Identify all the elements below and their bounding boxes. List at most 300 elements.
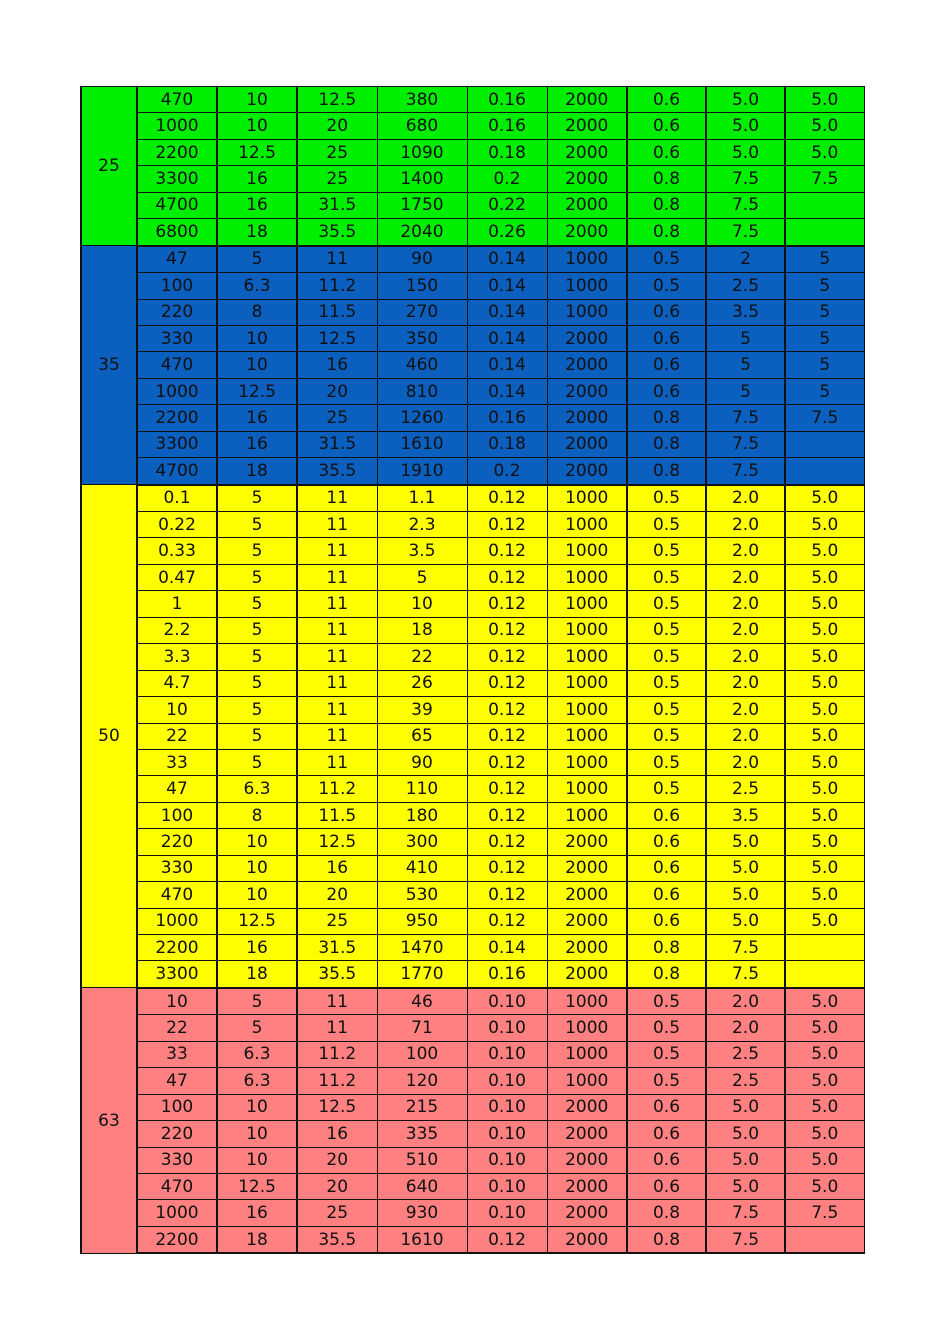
length-cell: 35.5 bbox=[297, 1226, 377, 1253]
endurance-cell: 2000 bbox=[547, 1200, 627, 1226]
table-row bbox=[81, 644, 864, 670]
ripple-current-cell: 90 bbox=[377, 749, 467, 775]
lead-diameter-cell: 0.5 bbox=[627, 1041, 706, 1067]
capacitance-cell: 2200 bbox=[137, 139, 217, 165]
table-row bbox=[81, 564, 864, 590]
lead-diameter-cell: 0.8 bbox=[627, 166, 706, 192]
endurance-cell: 1000 bbox=[547, 299, 627, 325]
length-cell: 11 bbox=[297, 988, 377, 1015]
capacitance-cell: 0.1 bbox=[137, 485, 217, 512]
capacitance-cell: 470 bbox=[137, 87, 217, 113]
length-cell: 12.5 bbox=[297, 829, 377, 855]
table-row bbox=[81, 591, 864, 617]
lead-spacing-alt-cell: 5 bbox=[785, 246, 864, 273]
lead-spacing-cell: 7.5 bbox=[706, 1200, 785, 1226]
ripple-current-cell: 1910 bbox=[377, 458, 467, 485]
endurance-cell: 1000 bbox=[547, 273, 627, 299]
tan-delta-cell: 0.12 bbox=[467, 670, 547, 696]
capacitance-cell: 1000 bbox=[137, 113, 217, 139]
diameter-cell: 6.3 bbox=[217, 273, 297, 299]
capacitance-cell: 2200 bbox=[137, 935, 217, 961]
length-cell: 11.2 bbox=[297, 1068, 377, 1094]
length-cell: 35.5 bbox=[297, 219, 377, 246]
lead-spacing-cell: 2.5 bbox=[706, 273, 785, 299]
capacitance-cell: 100 bbox=[137, 802, 217, 828]
lead-spacing-alt-cell bbox=[785, 935, 864, 961]
length-cell: 20 bbox=[297, 1147, 377, 1173]
diameter-cell: 5 bbox=[217, 591, 297, 617]
endurance-cell: 2000 bbox=[547, 352, 627, 378]
table-row bbox=[81, 405, 864, 431]
ripple-current-cell: 950 bbox=[377, 908, 467, 934]
length-cell: 25 bbox=[297, 405, 377, 431]
diameter-cell: 5 bbox=[217, 697, 297, 723]
ripple-current-cell: 335 bbox=[377, 1121, 467, 1147]
ripple-current-cell: 22 bbox=[377, 644, 467, 670]
endurance-cell: 2000 bbox=[547, 882, 627, 908]
table-row bbox=[81, 485, 864, 512]
length-cell: 16 bbox=[297, 352, 377, 378]
diameter-cell: 10 bbox=[217, 1121, 297, 1147]
lead-spacing-cell: 5.0 bbox=[706, 139, 785, 165]
capacitance-cell: 470 bbox=[137, 1173, 217, 1199]
lead-spacing-cell: 2.0 bbox=[706, 538, 785, 564]
length-cell: 16 bbox=[297, 855, 377, 881]
lead-spacing-alt-cell: 5.0 bbox=[785, 1068, 864, 1094]
endurance-cell: 1000 bbox=[547, 246, 627, 273]
diameter-cell: 10 bbox=[217, 325, 297, 351]
diameter-cell: 18 bbox=[217, 219, 297, 246]
ripple-current-cell: 3.5 bbox=[377, 538, 467, 564]
capacitance-cell: 330 bbox=[137, 1147, 217, 1173]
lead-spacing-alt-cell: 5.0 bbox=[785, 802, 864, 828]
length-cell: 20 bbox=[297, 1173, 377, 1199]
capacitance-cell: 330 bbox=[137, 855, 217, 881]
capacitance-cell: 10 bbox=[137, 697, 217, 723]
capacitance-cell: 0.22 bbox=[137, 512, 217, 538]
endurance-cell: 2000 bbox=[547, 405, 627, 431]
length-cell: 11.2 bbox=[297, 273, 377, 299]
diameter-cell: 10 bbox=[217, 1094, 297, 1120]
diameter-cell: 16 bbox=[217, 192, 297, 218]
lead-diameter-cell: 0.6 bbox=[627, 1147, 706, 1173]
lead-spacing-cell: 7.5 bbox=[706, 192, 785, 218]
capacitance-cell: 0.33 bbox=[137, 538, 217, 564]
capacitance-cell: 2200 bbox=[137, 405, 217, 431]
length-cell: 12.5 bbox=[297, 1094, 377, 1120]
capacitance-cell: 100 bbox=[137, 273, 217, 299]
capacitance-cell: 100 bbox=[137, 1094, 217, 1120]
lead-diameter-cell: 0.6 bbox=[627, 299, 706, 325]
lead-spacing-alt-cell: 5.0 bbox=[785, 1173, 864, 1199]
tan-delta-cell: 0.18 bbox=[467, 431, 547, 457]
lead-diameter-cell: 0.5 bbox=[627, 617, 706, 643]
tan-delta-cell: 0.14 bbox=[467, 378, 547, 404]
tan-delta-cell: 0.12 bbox=[467, 855, 547, 881]
ripple-current-cell: 150 bbox=[377, 273, 467, 299]
capacitance-cell: 0.47 bbox=[137, 564, 217, 590]
table-row bbox=[81, 458, 864, 485]
lead-diameter-cell: 0.6 bbox=[627, 325, 706, 351]
table-row bbox=[81, 378, 864, 404]
tan-delta-cell: 0.10 bbox=[467, 1015, 547, 1041]
table-row bbox=[81, 219, 864, 246]
lead-diameter-cell: 0.5 bbox=[627, 273, 706, 299]
diameter-cell: 5 bbox=[217, 670, 297, 696]
capacitance-cell: 220 bbox=[137, 299, 217, 325]
table-row bbox=[81, 1121, 864, 1147]
diameter-cell: 18 bbox=[217, 458, 297, 485]
lead-spacing-alt-cell: 5.0 bbox=[785, 1015, 864, 1041]
diameter-cell: 16 bbox=[217, 431, 297, 457]
table-row bbox=[81, 1226, 864, 1253]
lead-spacing-alt-cell: 5.0 bbox=[785, 512, 864, 538]
diameter-cell: 12.5 bbox=[217, 1173, 297, 1199]
lead-spacing-cell: 5 bbox=[706, 325, 785, 351]
lead-diameter-cell: 0.5 bbox=[627, 1068, 706, 1094]
capacitance-cell: 22 bbox=[137, 723, 217, 749]
tan-delta-cell: 0.16 bbox=[467, 405, 547, 431]
endurance-cell: 2000 bbox=[547, 1147, 627, 1173]
table-row bbox=[81, 1147, 864, 1173]
table-row bbox=[81, 749, 864, 775]
lead-spacing-alt-cell: 5.0 bbox=[785, 1147, 864, 1173]
ripple-current-cell: 930 bbox=[377, 1200, 467, 1226]
endurance-cell: 2000 bbox=[547, 87, 627, 113]
tan-delta-cell: 0.16 bbox=[467, 961, 547, 988]
tan-delta-cell: 0.12 bbox=[467, 697, 547, 723]
lead-spacing-cell: 2.0 bbox=[706, 617, 785, 643]
ripple-current-cell: 810 bbox=[377, 378, 467, 404]
capacitance-cell: 4700 bbox=[137, 192, 217, 218]
lead-spacing-alt-cell: 5 bbox=[785, 273, 864, 299]
capacitance-cell: 1 bbox=[137, 591, 217, 617]
diameter-cell: 18 bbox=[217, 1226, 297, 1253]
diameter-cell: 10 bbox=[217, 829, 297, 855]
length-cell: 11 bbox=[297, 591, 377, 617]
diameter-cell: 5 bbox=[217, 1015, 297, 1041]
table-row bbox=[81, 617, 864, 643]
lead-diameter-cell: 0.6 bbox=[627, 139, 706, 165]
ripple-current-cell: 1090 bbox=[377, 139, 467, 165]
tan-delta-cell: 0.14 bbox=[467, 273, 547, 299]
ripple-current-cell: 2040 bbox=[377, 219, 467, 246]
tan-delta-cell: 0.22 bbox=[467, 192, 547, 218]
capacitance-cell: 220 bbox=[137, 1121, 217, 1147]
tan-delta-cell: 0.26 bbox=[467, 219, 547, 246]
capacitance-cell: 33 bbox=[137, 749, 217, 775]
endurance-cell: 2000 bbox=[547, 935, 627, 961]
lead-diameter-cell: 0.6 bbox=[627, 882, 706, 908]
ripple-current-cell: 460 bbox=[377, 352, 467, 378]
diameter-cell: 5 bbox=[217, 617, 297, 643]
diameter-cell: 5 bbox=[217, 485, 297, 512]
table-row bbox=[81, 670, 864, 696]
table-row bbox=[81, 299, 864, 325]
endurance-cell: 1000 bbox=[547, 617, 627, 643]
lead-spacing-cell: 5.0 bbox=[706, 1121, 785, 1147]
table-row bbox=[81, 1041, 864, 1067]
endurance-cell: 2000 bbox=[547, 1226, 627, 1253]
capacitance-cell: 1000 bbox=[137, 378, 217, 404]
ripple-current-cell: 510 bbox=[377, 1147, 467, 1173]
diameter-cell: 8 bbox=[217, 802, 297, 828]
length-cell: 31.5 bbox=[297, 192, 377, 218]
length-cell: 11.2 bbox=[297, 1041, 377, 1067]
lead-spacing-alt-cell: 7.5 bbox=[785, 405, 864, 431]
length-cell: 11 bbox=[297, 670, 377, 696]
endurance-cell: 2000 bbox=[547, 1094, 627, 1120]
lead-spacing-alt-cell: 5.0 bbox=[785, 87, 864, 113]
endurance-cell: 2000 bbox=[547, 855, 627, 881]
lead-diameter-cell: 0.5 bbox=[627, 485, 706, 512]
endurance-cell: 1000 bbox=[547, 1068, 627, 1094]
diameter-cell: 10 bbox=[217, 113, 297, 139]
diameter-cell: 16 bbox=[217, 1200, 297, 1226]
lead-spacing-cell: 2.0 bbox=[706, 670, 785, 696]
voltage-group-cell: 35 bbox=[81, 246, 137, 485]
diameter-cell: 12.5 bbox=[217, 908, 297, 934]
endurance-cell: 2000 bbox=[547, 829, 627, 855]
ripple-current-cell: 380 bbox=[377, 87, 467, 113]
diameter-cell: 16 bbox=[217, 166, 297, 192]
endurance-cell: 1000 bbox=[547, 802, 627, 828]
tan-delta-cell: 0.12 bbox=[467, 644, 547, 670]
lead-spacing-alt-cell: 5.0 bbox=[785, 749, 864, 775]
lead-diameter-cell: 0.5 bbox=[627, 564, 706, 590]
tan-delta-cell: 0.14 bbox=[467, 352, 547, 378]
lead-spacing-alt-cell: 5 bbox=[785, 299, 864, 325]
length-cell: 25 bbox=[297, 166, 377, 192]
capacitance-cell: 47 bbox=[137, 776, 217, 802]
tan-delta-cell: 0.10 bbox=[467, 1121, 547, 1147]
diameter-cell: 5 bbox=[217, 564, 297, 590]
tan-delta-cell: 0.12 bbox=[467, 485, 547, 512]
diameter-cell: 10 bbox=[217, 1147, 297, 1173]
capacitance-cell: 6800 bbox=[137, 219, 217, 246]
ripple-current-cell: 1260 bbox=[377, 405, 467, 431]
lead-spacing-cell: 5.0 bbox=[706, 882, 785, 908]
endurance-cell: 2000 bbox=[547, 908, 627, 934]
ripple-current-cell: 530 bbox=[377, 882, 467, 908]
length-cell: 11 bbox=[297, 617, 377, 643]
endurance-cell: 2000 bbox=[547, 1121, 627, 1147]
lead-spacing-cell: 3.5 bbox=[706, 299, 785, 325]
table-row bbox=[81, 1094, 864, 1120]
diameter-cell: 10 bbox=[217, 87, 297, 113]
lead-spacing-alt-cell: 5.0 bbox=[785, 855, 864, 881]
capacitance-cell: 220 bbox=[137, 829, 217, 855]
ripple-current-cell: 1400 bbox=[377, 166, 467, 192]
lead-spacing-cell: 2.0 bbox=[706, 723, 785, 749]
table-row bbox=[81, 697, 864, 723]
lead-spacing-alt-cell: 7.5 bbox=[785, 166, 864, 192]
tan-delta-cell: 0.2 bbox=[467, 458, 547, 485]
capacitance-cell: 1000 bbox=[137, 908, 217, 934]
lead-diameter-cell: 0.5 bbox=[627, 538, 706, 564]
length-cell: 11 bbox=[297, 246, 377, 273]
table-row bbox=[81, 113, 864, 139]
capacitance-cell: 2.2 bbox=[137, 617, 217, 643]
length-cell: 31.5 bbox=[297, 431, 377, 457]
lead-spacing-cell: 5 bbox=[706, 352, 785, 378]
ripple-current-cell: 18 bbox=[377, 617, 467, 643]
lead-spacing-alt-cell: 5 bbox=[785, 378, 864, 404]
endurance-cell: 2000 bbox=[547, 961, 627, 988]
lead-spacing-alt-cell bbox=[785, 219, 864, 246]
tan-delta-cell: 0.12 bbox=[467, 512, 547, 538]
diameter-cell: 5 bbox=[217, 512, 297, 538]
lead-spacing-alt-cell: 5.0 bbox=[785, 1041, 864, 1067]
lead-spacing-alt-cell bbox=[785, 431, 864, 457]
lead-spacing-alt-cell: 5.0 bbox=[785, 617, 864, 643]
tan-delta-cell: 0.10 bbox=[467, 1147, 547, 1173]
capacitance-cell: 3.3 bbox=[137, 644, 217, 670]
table-row bbox=[81, 829, 864, 855]
tan-delta-cell: 0.16 bbox=[467, 87, 547, 113]
endurance-cell: 2000 bbox=[547, 458, 627, 485]
lead-spacing-cell: 7.5 bbox=[706, 431, 785, 457]
diameter-cell: 6.3 bbox=[217, 776, 297, 802]
capacitance-cell: 22 bbox=[137, 1015, 217, 1041]
endurance-cell: 1000 bbox=[547, 538, 627, 564]
lead-spacing-alt-cell: 5 bbox=[785, 325, 864, 351]
lead-spacing-alt-cell bbox=[785, 192, 864, 218]
length-cell: 11.2 bbox=[297, 776, 377, 802]
table-row bbox=[81, 431, 864, 457]
table-row bbox=[81, 802, 864, 828]
lead-spacing-alt-cell: 5.0 bbox=[785, 139, 864, 165]
voltage-group-cell: 50 bbox=[81, 485, 137, 988]
endurance-cell: 1000 bbox=[547, 988, 627, 1015]
tan-delta-cell: 0.12 bbox=[467, 617, 547, 643]
lead-spacing-cell: 2.0 bbox=[706, 644, 785, 670]
capacitance-cell: 1000 bbox=[137, 1200, 217, 1226]
tan-delta-cell: 0.12 bbox=[467, 749, 547, 775]
tan-delta-cell: 0.10 bbox=[467, 1094, 547, 1120]
lead-spacing-alt-cell bbox=[785, 961, 864, 988]
lead-spacing-cell: 2.0 bbox=[706, 512, 785, 538]
table-row bbox=[81, 325, 864, 351]
table-row bbox=[81, 723, 864, 749]
lead-diameter-cell: 0.5 bbox=[627, 670, 706, 696]
lead-spacing-alt-cell: 5.0 bbox=[785, 564, 864, 590]
length-cell: 11.5 bbox=[297, 299, 377, 325]
lead-diameter-cell: 0.5 bbox=[627, 988, 706, 1015]
lead-spacing-alt-cell: 5.0 bbox=[785, 829, 864, 855]
lead-diameter-cell: 0.5 bbox=[627, 591, 706, 617]
tan-delta-cell: 0.10 bbox=[467, 1068, 547, 1094]
ripple-current-cell: 39 bbox=[377, 697, 467, 723]
capacitance-cell: 4700 bbox=[137, 458, 217, 485]
diameter-cell: 18 bbox=[217, 961, 297, 988]
tan-delta-cell: 0.12 bbox=[467, 538, 547, 564]
lead-diameter-cell: 0.8 bbox=[627, 405, 706, 431]
table-row bbox=[81, 1015, 864, 1041]
length-cell: 11 bbox=[297, 512, 377, 538]
endurance-cell: 1000 bbox=[547, 670, 627, 696]
table-row bbox=[81, 246, 864, 273]
endurance-cell: 2000 bbox=[547, 113, 627, 139]
capacitance-cell: 470 bbox=[137, 352, 217, 378]
capacitance-cell: 4.7 bbox=[137, 670, 217, 696]
ripple-current-cell: 71 bbox=[377, 1015, 467, 1041]
endurance-cell: 1000 bbox=[547, 776, 627, 802]
endurance-cell: 1000 bbox=[547, 591, 627, 617]
capacitance-cell: 470 bbox=[137, 882, 217, 908]
endurance-cell: 1000 bbox=[547, 564, 627, 590]
lead-spacing-cell: 5.0 bbox=[706, 1094, 785, 1120]
endurance-cell: 1000 bbox=[547, 1041, 627, 1067]
lead-spacing-cell: 5.0 bbox=[706, 87, 785, 113]
length-cell: 12.5 bbox=[297, 87, 377, 113]
lead-diameter-cell: 0.6 bbox=[627, 378, 706, 404]
endurance-cell: 1000 bbox=[547, 723, 627, 749]
lead-spacing-alt-cell: 5.0 bbox=[785, 644, 864, 670]
tan-delta-cell: 0.18 bbox=[467, 139, 547, 165]
lead-diameter-cell: 0.5 bbox=[627, 697, 706, 723]
lead-spacing-cell: 7.5 bbox=[706, 219, 785, 246]
lead-spacing-alt-cell: 5.0 bbox=[785, 1121, 864, 1147]
table-row bbox=[81, 139, 864, 165]
endurance-cell: 2000 bbox=[547, 219, 627, 246]
lead-spacing-cell: 7.5 bbox=[706, 1226, 785, 1253]
lead-spacing-alt-cell: 5.0 bbox=[785, 988, 864, 1015]
spec-table-body bbox=[81, 87, 864, 1254]
lead-spacing-alt-cell: 5.0 bbox=[785, 697, 864, 723]
diameter-cell: 10 bbox=[217, 882, 297, 908]
lead-spacing-alt-cell bbox=[785, 1226, 864, 1253]
lead-diameter-cell: 0.6 bbox=[627, 352, 706, 378]
lead-spacing-cell: 2.0 bbox=[706, 591, 785, 617]
length-cell: 25 bbox=[297, 908, 377, 934]
endurance-cell: 1000 bbox=[547, 1015, 627, 1041]
capacitance-cell: 3300 bbox=[137, 166, 217, 192]
lead-diameter-cell: 0.5 bbox=[627, 776, 706, 802]
lead-spacing-cell: 2.5 bbox=[706, 1041, 785, 1067]
table-row bbox=[81, 908, 864, 934]
lead-diameter-cell: 0.5 bbox=[627, 749, 706, 775]
diameter-cell: 6.3 bbox=[217, 1041, 297, 1067]
diameter-cell: 5 bbox=[217, 723, 297, 749]
tan-delta-cell: 0.12 bbox=[467, 882, 547, 908]
capacitance-cell: 10 bbox=[137, 988, 217, 1015]
lead-spacing-alt-cell: 5.0 bbox=[785, 723, 864, 749]
tan-delta-cell: 0.12 bbox=[467, 1226, 547, 1253]
endurance-cell: 1000 bbox=[547, 485, 627, 512]
lead-spacing-alt-cell: 5.0 bbox=[785, 538, 864, 564]
lead-spacing-cell: 2.0 bbox=[706, 988, 785, 1015]
lead-spacing-alt-cell bbox=[785, 458, 864, 485]
tan-delta-cell: 0.12 bbox=[467, 564, 547, 590]
lead-spacing-cell: 5.0 bbox=[706, 908, 785, 934]
lead-diameter-cell: 0.6 bbox=[627, 829, 706, 855]
ripple-current-cell: 640 bbox=[377, 1173, 467, 1199]
endurance-cell: 2000 bbox=[547, 325, 627, 351]
lead-diameter-cell: 0.8 bbox=[627, 431, 706, 457]
length-cell: 16 bbox=[297, 1121, 377, 1147]
tan-delta-cell: 0.12 bbox=[467, 802, 547, 828]
table-row bbox=[81, 538, 864, 564]
tan-delta-cell: 0.12 bbox=[467, 723, 547, 749]
table-row bbox=[81, 961, 864, 988]
voltage-group-cell: 63 bbox=[81, 988, 137, 1253]
endurance-cell: 2000 bbox=[547, 139, 627, 165]
ripple-current-cell: 10 bbox=[377, 591, 467, 617]
diameter-cell: 12.5 bbox=[217, 139, 297, 165]
length-cell: 12.5 bbox=[297, 325, 377, 351]
tan-delta-cell: 0.2 bbox=[467, 166, 547, 192]
